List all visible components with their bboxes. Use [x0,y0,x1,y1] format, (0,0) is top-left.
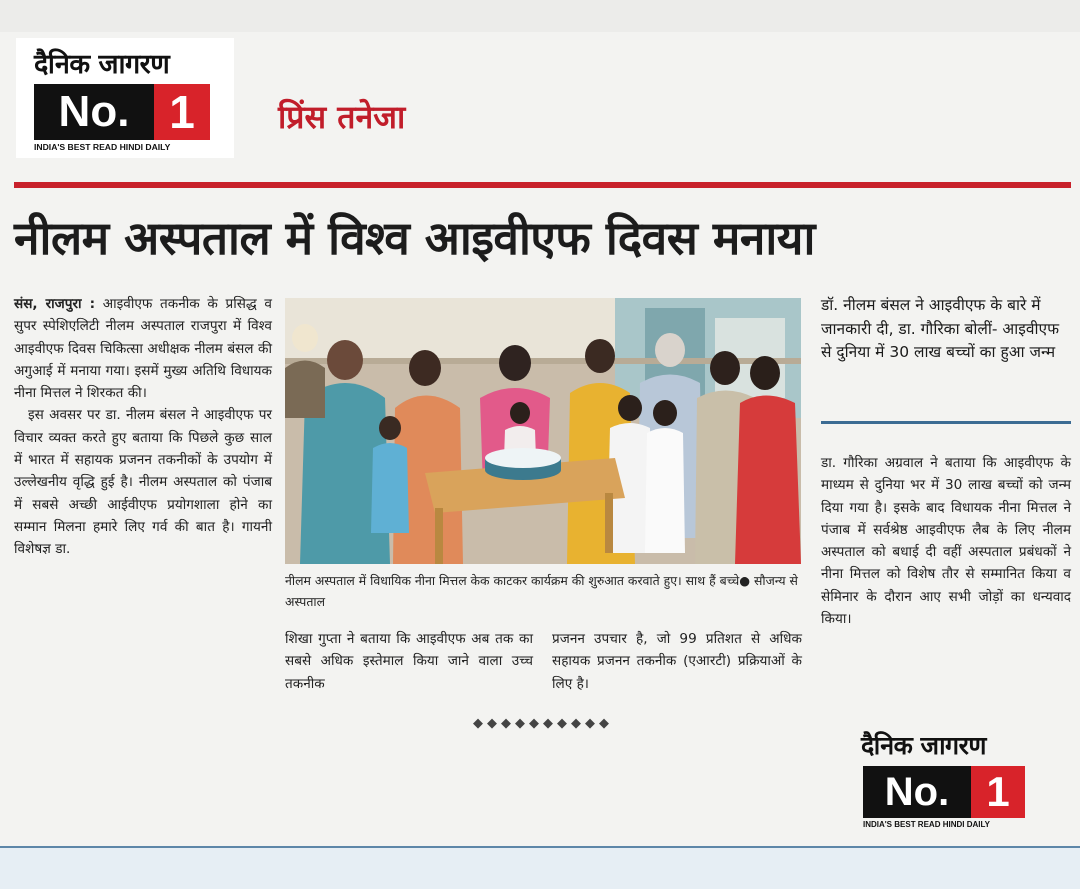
masthead-logo [16,38,234,158]
logo-title: दैनिक जागरण [34,49,170,80]
author-byline: प्रिंस तनेजा [278,98,406,136]
sub-headline: डॉ. नीलम बंसल ने आइवीएफ के बारे में जानकारी दी, डा. गौरिका बोलीं- आइवीएफ से दुनिया में 30 लाख बच्चों का हुआ जन्म [821,296,1060,361]
article-column-1 [14,293,272,561]
footer-logo-number-badge [863,766,1025,818]
sub-headline-rule [821,421,1071,424]
article-column-2 [285,628,533,695]
end-divider: ◆◆◆◆◆◆◆◆◆◆ [473,716,613,731]
logo-no-text: No. [34,84,154,140]
footer-logo-no-text: No. [863,766,971,818]
footer-logo-one-text: 1 [971,766,1025,818]
logo-tagline: INDIA'S BEST READ HINDI DAILY [34,142,171,152]
logo-one-text: 1 [154,84,210,140]
headline: नीलम अस्पताल में विश्व आइवीएफ दिवस मनाया [14,211,815,265]
column-2-text: शिखा गुप्ता ने बताया कि आइवीएफ अब तक का सबसे अधिक इस्तेमाल किया जाने वाला उच्च तकनीक [285,631,533,692]
top-band [0,0,1080,32]
column-4-text: डा. गौरिका अग्रवाल ने बताया कि आइवीएफ के माध्यम से दुनिया भर में 30 लाख बच्चों को जन्म दिया गया है। इसके बाद विधायक नीना मित्तल ने पंजाब में सर्वश्रेष्ठ आइवीएफ लैब के लिए नीलम अस्पताल को बधाई दी वहीं अस्पताल प्रबंधकों ने नीना मित्तल को विशेष तौर से सम्मानित किया व सेमिनार के दौरान आए सभी जोड़ों का धन्यवाद किया। [821,455,1071,628]
photo-caption: नीलम अस्पताल में विधायिक नीना मित्तल केक काटकर कार्यक्रम की शुरुआत करवाते हुए। साथ हैं बच्चे● सौजन्य से अस्पताल [285,573,798,609]
bottom-band [0,848,1080,889]
paragraph-2: इस अवसर पर डा. नीलम बंसल ने आइवीएफ पर विचार व्यक्त करते हुए बताया कि पिछले कुछ साल में भारत में सहायक प्रजनन तकनीकों के उपयोग में उल्लेखनीय वृद्धि हुई है। नीलम अस्पताल को पंजाब में सबसे अच्छी आईवीएफ प्रयोगशाला होने का सम्मान मिलना हमारे लिए गर्व की बात है। गायनी विशेषज्ञ डा. [14,407,272,558]
headline-rule [14,182,1071,188]
paragraph-1 [14,293,272,404]
article-column-3 [552,628,802,695]
paragraph-1-text: आइवीएफ तकनीक के प्रसिद्ध व सुपर स्पेशिएलिटी नीलम अस्पताल राजपुरा में विश्व आइवीएफ दिवस चिकित्सा अधीक्षक नीलम बंसल की अगुआई में मनाया गया। इसमें मुख्य अतिथि विधायक नीना मित्तल ने शिरकत की। [14,296,272,402]
dateline: संस, राजपुरा : [14,296,96,312]
footer-logo-title: दैनिक जागरण [861,731,986,760]
event-photo-illustration [285,298,801,564]
footer-logo-tagline: INDIA'S BEST READ HINDI DAILY [863,820,990,829]
footer-logo [855,728,1035,832]
logo-number-badge [34,84,210,140]
column-3-text: प्रजनन उपचार है, जो 99 प्रतिशत से अधिक सहायक प्रजनन तकनीक (एआरटी) प्रक्रियाओं के लिए है। [552,631,802,692]
event-photo [285,298,801,564]
article-column-4 [821,452,1071,630]
